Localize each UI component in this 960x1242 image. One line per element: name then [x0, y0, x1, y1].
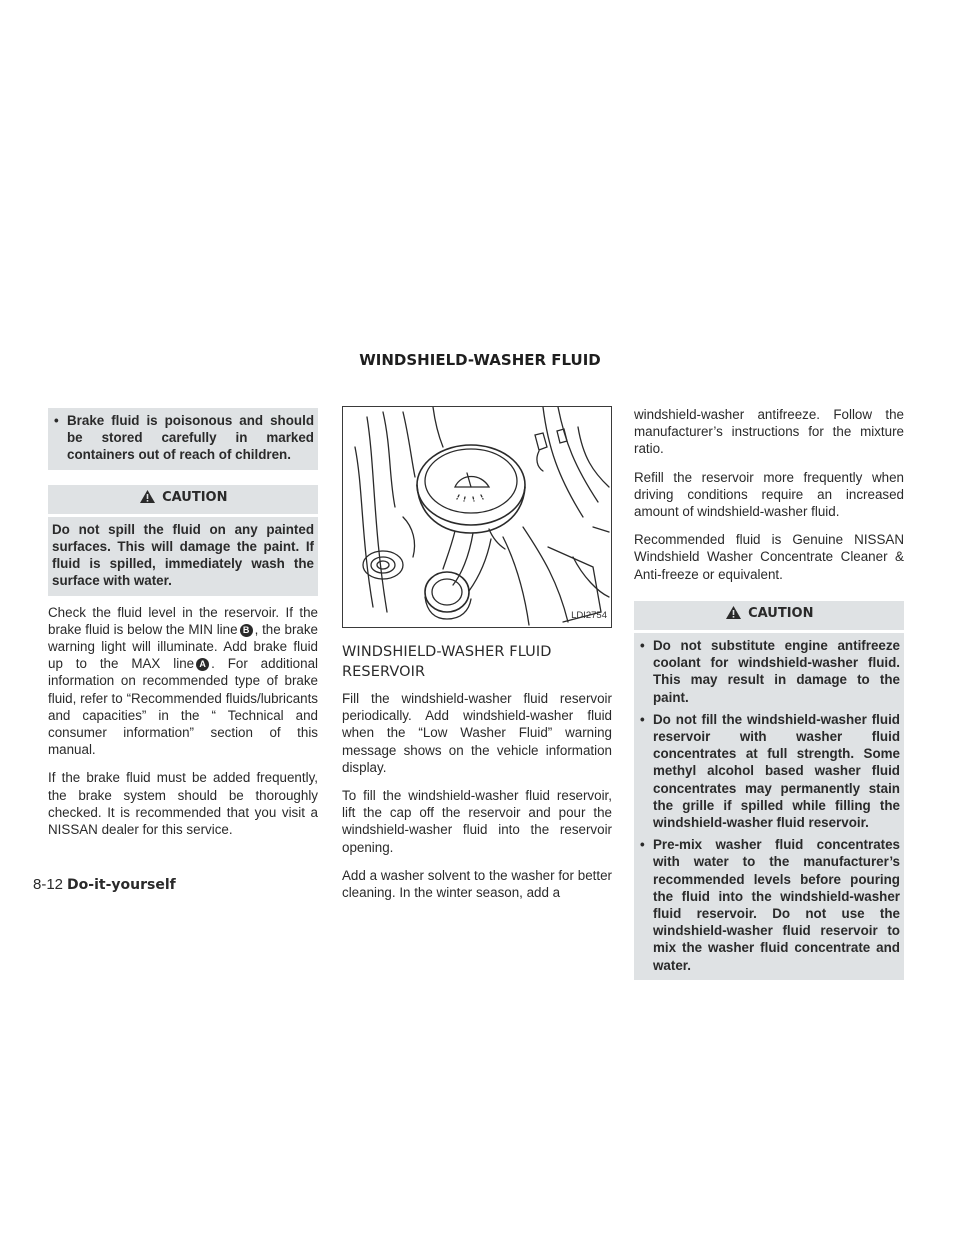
list-item: • Do not fill the windshield-washer fluid reservoir with washer fluid concentrates at full strength. Some methyl alcohol based washer fluid concentrates may permanently stain the grille if spilled while filling the windshield-washer fluid reservoir. — [640, 711, 900, 831]
fill-periodically-paragraph: Fill the windshield-washer fluid reservoir periodically. Add windshield-washer fluid when the “Low Washer Fluid” warning message shows on the vehicle information display. — [342, 691, 612, 775]
subsection-heading: WINDSHIELD-WASHER FLUID RESERVOIR — [342, 644, 552, 680]
warning-triangle-icon — [725, 605, 742, 625]
page-footer — [33, 876, 176, 893]
warning-triangle-icon — [139, 489, 156, 509]
column-3 — [634, 406, 904, 980]
washer-caution-list — [634, 633, 904, 980]
caution-header — [48, 482, 318, 517]
refill-frequency-paragraph: Refill the reservoir more frequently when driving conditions require an increased amount of windshield-washer fluid. — [634, 469, 904, 520]
marker-a: A — [196, 658, 209, 671]
antifreeze-paragraph: windshield-washer antifreeze. Follow the manufacturer’s instructions for the mixture ratio. — [634, 407, 904, 457]
brake-fluid-level-paragraph: Check the fluid level in the reservoir. If the brake fluid is below the MIN line B , the brake warning light will illuminate. Add brake fluid up to the MAX line A . For additional information on recommended type of brake fluid, refer to “Recommended fluids/lubricants and capacities” in the “ Technical and consumer information” section of this manual. — [48, 604, 319, 758]
caution-label: CAUTION — [748, 605, 814, 621]
list-item: • Pre-mix washer fluid concentrates with water to the manufacturer’s recommended levels before pouring the fluid into the windshield-washer fluid reservoir. Do not use the windshield-washer fluid reservoir to mix the washer fluid concentrate and water. — [640, 836, 900, 974]
figure-code: LDI2754 — [571, 609, 607, 621]
list-item: • Brake fluid is poisonous and should be stored carefully in marked containers out of reach of children. — [54, 412, 314, 464]
list-item: • Do not substitute engine antifreeze coolant for windshield-washer fluid. This may result in damage to the paint. — [640, 637, 900, 706]
caution-header — [634, 598, 904, 633]
fill-procedure-paragraph: To fill the windshield-washer fluid reservoir, lift the cap off the reservoir and pour the windshield-washer fluid into the reservoir opening. — [342, 788, 612, 855]
brake-fluid-warning-list — [48, 408, 318, 470]
footer-section-name: Do-it-yourself — [67, 877, 176, 893]
section-title: WINDSHIELD-WASHER FLUID — [359, 351, 601, 369]
column-1 — [48, 408, 318, 849]
reservoir-illustration — [342, 406, 612, 628]
brake-system-check-paragraph: If the brake fluid must be added frequently, the brake system should be thoroughly checked. It is recommended that you visit a NISSAN dealer for this service. — [48, 770, 318, 838]
column-2 — [342, 406, 612, 912]
caution-label: CAUTION — [162, 489, 228, 505]
page-number: 8-12 — [33, 876, 64, 893]
reservoir-cap-icon — [343, 407, 611, 627]
recommended-fluid-paragraph: Recommended fluid is Genuine NISSAN Windshield Washer Concentrate Cleaner & Anti-freeze or equivalent. — [634, 532, 904, 582]
caution-text: Do not spill the fluid on any painted surfaces. This will damage the paint. If fluid is spilled, immediately wash the surface with water. — [48, 517, 318, 596]
marker-b: B — [240, 624, 253, 637]
washer-solvent-paragraph: Add a washer solvent to the washer for better cleaning. In the winter season, add a — [342, 867, 612, 901]
